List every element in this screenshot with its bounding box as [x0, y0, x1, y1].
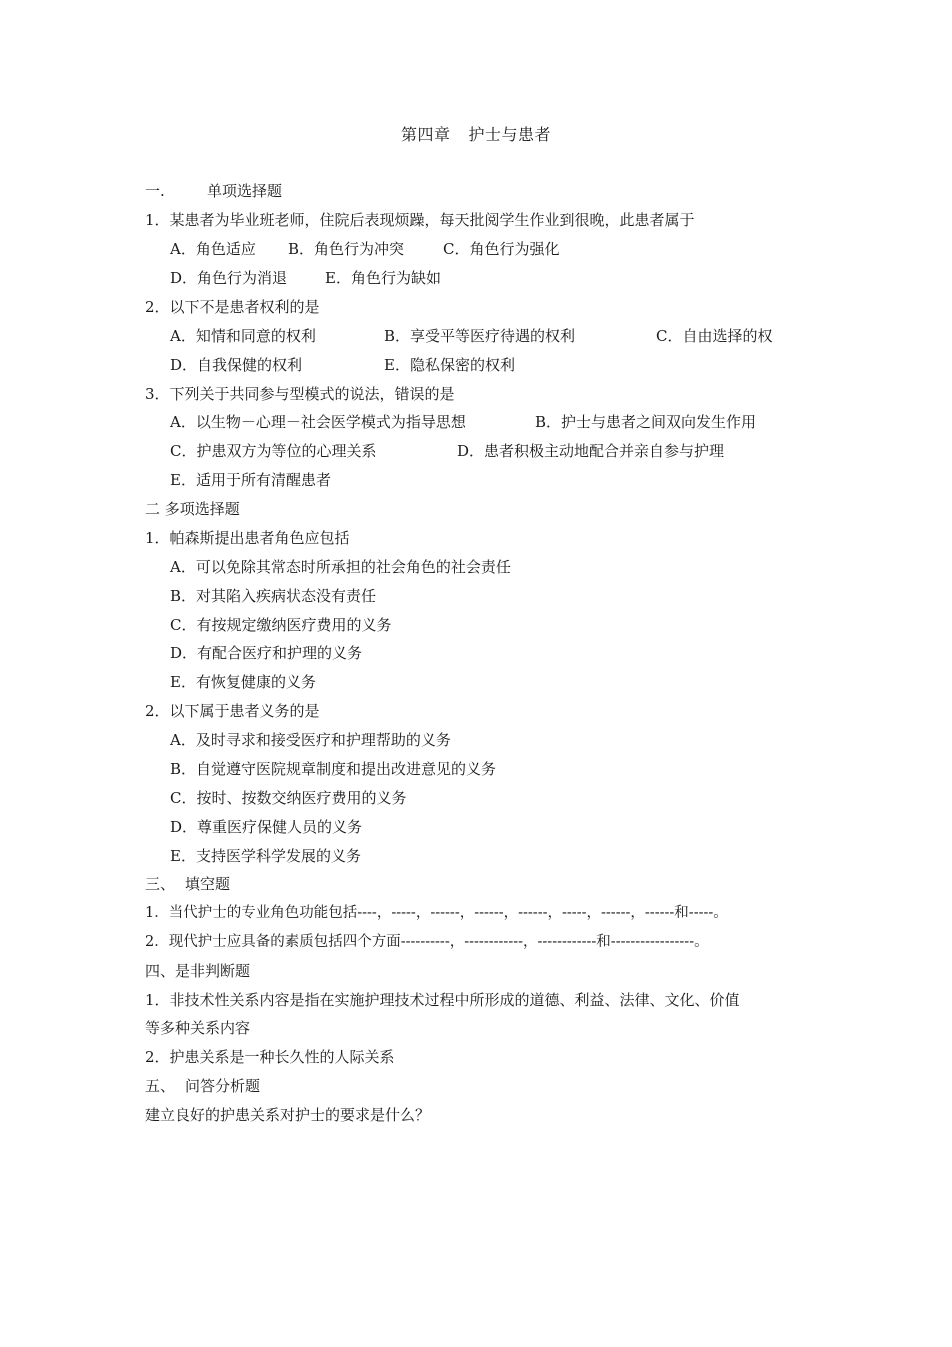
chapter-title: [0, 122, 952, 145]
option-row: [170, 412, 756, 432]
option: C．角色行为强化: [443, 240, 560, 258]
essay-question: 建立良好的护患关系对护士的要求是什么？: [145, 1106, 431, 1124]
section-number: 五、: [145, 1077, 176, 1095]
chapter-name: 护士与患者: [468, 125, 552, 144]
option: B．护士与患者之间双向发生作用: [535, 413, 757, 431]
question-stem: 2．以下不是患者权利的是: [145, 298, 320, 316]
option: E．适用于所有清醒患者: [170, 471, 331, 489]
option: E．支持医学科学发展的义务: [170, 847, 361, 865]
option-row: [170, 355, 515, 375]
option: B．自觉遵守医院规章制度和提出改进意见的义务: [170, 760, 497, 778]
section-heading-fill-blank: [145, 874, 230, 894]
question-stem: 1．某患者为毕业班老师，住院后表现烦躁，每天批阅学生作业到很晚，此患者属于: [145, 211, 695, 229]
section-heading-true-false: 四、是非判断题: [145, 962, 251, 980]
option: A．可以免除其常态时所承担的社会角色的社会责任: [170, 558, 511, 576]
section-heading-single-choice: [145, 181, 282, 201]
option: A．知情和同意的权利: [170, 327, 316, 345]
judge-question: 2．护患关系是一种长久性的人际关系: [145, 1048, 395, 1066]
option: D．患者积极主动地配合并亲自参与护理: [457, 442, 725, 460]
option: D．角色行为消退: [170, 269, 288, 287]
option: C．护患双方为等位的心理关系: [170, 442, 377, 460]
section-title: 问答分析题: [185, 1077, 261, 1095]
option: E．有恢复健康的义务: [170, 673, 316, 691]
chapter-number: 第四章: [400, 125, 451, 144]
option: E．角色行为缺如: [325, 269, 441, 287]
option: E．隐私保密的权利: [384, 356, 515, 374]
option: A．及时寻求和接受医疗和护理帮助的义务: [170, 731, 451, 749]
fill-question: 1．当代护士的专业角色功能包括----，-----，------，------，------，-----，------，------和-----。: [145, 905, 728, 921]
section-heading-multiple-choice: 二 多项选择题: [145, 500, 240, 518]
option: B．角色行为冲突: [288, 240, 405, 258]
judge-question-line: 1．非技术性关系内容是指在实施护理技术过程中所形成的道德、利益、法律、文化、价值: [145, 991, 740, 1009]
judge-question-line: 等多种关系内容: [145, 1019, 251, 1037]
option: C．按时、按数交纳医疗费用的义务: [170, 789, 407, 807]
option-row: [170, 441, 724, 461]
section-number: 一.: [145, 182, 165, 200]
option: C．自由选择的权: [656, 327, 773, 345]
section-title: 填空题: [185, 875, 231, 893]
question-stem: 2．以下属于患者义务的是: [145, 702, 320, 720]
option-row: [170, 239, 559, 259]
option: B．享受平等医疗待遇的权利: [384, 327, 576, 345]
option: D．有配合医疗和护理的义务: [170, 644, 363, 662]
option: D．自我保健的权利: [170, 356, 303, 374]
option-row: [170, 268, 441, 288]
section-title: 单项选择题: [207, 182, 283, 200]
question-stem: 1．帕森斯提出患者角色应包括: [145, 529, 350, 547]
question-stem: 3．下列关于共同参与型模式的说法，错误的是: [145, 385, 455, 403]
section-heading-essay: [145, 1076, 260, 1096]
option: B．对其陷入疾病状态没有责任: [170, 587, 377, 605]
option: D．尊重医疗保健人员的义务: [170, 818, 363, 836]
option: C．有按规定缴纳医疗费用的义务: [170, 616, 392, 634]
option: A．角色适应: [170, 240, 256, 258]
section-number: 三、: [145, 875, 176, 893]
option: A．以生物－心理－社会医学模式为指导思想: [170, 413, 466, 431]
fill-question: 2．现代护士应具备的素质包括四个方面----------，------------，------------和-----------------。: [145, 934, 709, 950]
option-row: [170, 326, 772, 346]
